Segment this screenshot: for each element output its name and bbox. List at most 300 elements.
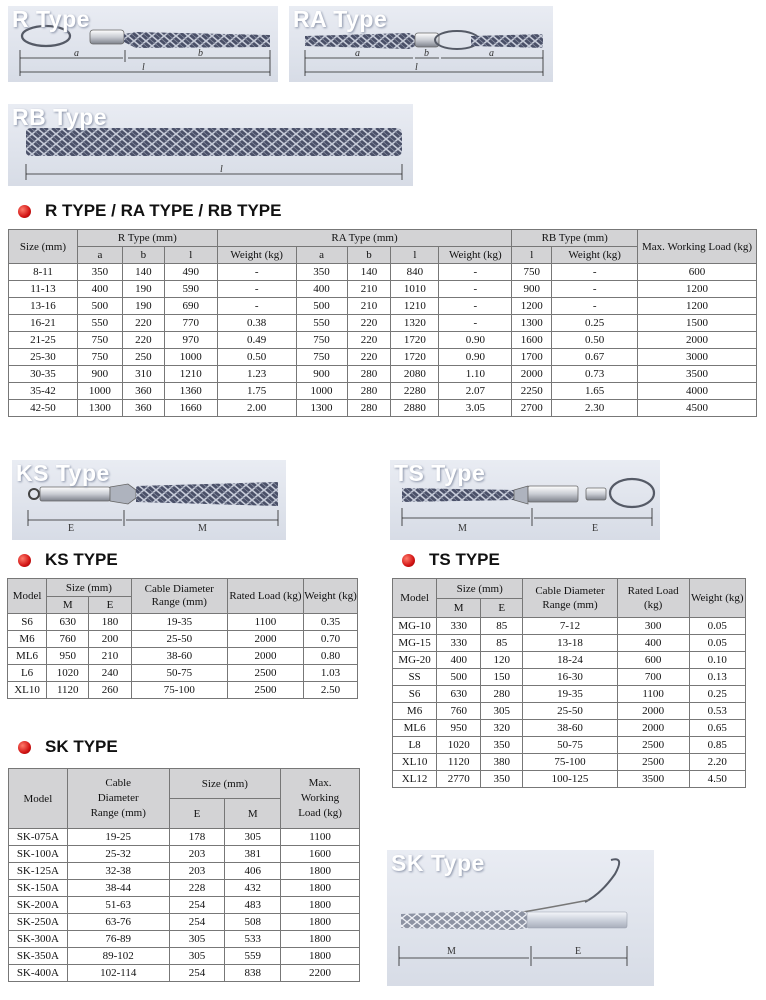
col-cable-diameter: Cable Diameter Range (mm) [523,579,617,618]
subheader-cell: Weight (kg) [439,247,512,264]
col-rated-load: Rated Load (kg) [617,579,689,618]
table-cell: MG-15 [393,635,437,652]
table-cell: 280 [347,383,391,400]
table-cell: SK-300A [9,931,68,948]
table-cell: M6 [8,631,47,648]
table-cell: 18-24 [523,652,617,669]
table-cell: 500 [296,298,347,315]
dim-label-a: a [74,48,79,59]
table-cell: SK-350A [9,948,68,965]
table-cell: 0.53 [689,703,745,720]
table-cell: 254 [169,914,225,931]
table-cell: 1800 [281,914,360,931]
table-cell: 305 [481,703,523,720]
table-cell: 1.23 [217,366,296,383]
table-cell: 2.30 [552,400,638,417]
table-cell: MG-10 [393,618,437,635]
red-bullet-icon [402,554,415,567]
table-cell: - [217,298,296,315]
table-cell: 1020 [47,665,89,682]
col-weight: Weight (kg) [689,579,745,618]
table-cell: 760 [437,703,481,720]
table-cell: SK-075A [9,829,68,846]
table-cell: 305 [169,931,225,948]
table-cell: 2080 [391,366,439,383]
table-cell: 1800 [281,863,360,880]
r-ra-rb-heading [18,201,281,221]
table-cell: 1800 [281,897,360,914]
table-cell: 16-21 [9,315,78,332]
table-cell: 0.05 [689,618,745,635]
table-cell: 11-13 [9,281,78,298]
table-row [9,863,360,880]
table-cell: XL12 [393,771,437,788]
table-cell: 2000 [227,631,303,648]
table-cell: 1360 [164,383,217,400]
dim-label-e: E [575,946,582,957]
table-cell: 1100 [617,686,689,703]
ts-heading [402,550,500,570]
table-cell: 400 [77,281,122,298]
table-cell: 4000 [638,383,757,400]
dim-label-l: l [220,164,223,175]
table-row [9,315,757,332]
col-size: Size (mm) [437,579,523,599]
sk-type-image-title: SK Type [391,850,485,876]
subheader-cell: E [169,799,225,829]
table-cell: 254 [169,897,225,914]
table-row [9,829,360,846]
table-cell: 590 [164,281,217,298]
table-row [393,771,746,788]
dim-label-m: M [198,523,207,534]
ra-type-image [289,6,553,82]
r-type-image-title: R Type [12,6,90,32]
table-cell: SK-100A [9,846,68,863]
table-cell: 2500 [617,754,689,771]
r-type-image [8,6,278,82]
red-bullet-icon [18,554,31,567]
table-cell: 13-18 [523,635,617,652]
subheader-cell: Weight (kg) [217,247,296,264]
table-row [9,897,360,914]
section-title: TS TYPE [429,550,500,569]
table-row [393,652,746,669]
table-cell: 305 [225,829,281,846]
table-cell: 550 [296,315,347,332]
red-bullet-icon [18,741,31,754]
table-cell: 0.13 [689,669,745,686]
section-title: SK TYPE [45,737,118,756]
col-cable-diameter: Cable Diameter Range (mm) [67,769,169,829]
table-cell: 25-30 [9,349,78,366]
table-cell: 350 [77,264,122,281]
table-cell: 190 [122,298,164,315]
table-cell: 2280 [391,383,439,400]
section-title: R TYPE / RA TYPE / RB TYPE [45,201,282,220]
table-row [8,614,358,631]
dim-label-e: E [592,523,599,534]
table-row [393,686,746,703]
table-cell: 220 [347,349,391,366]
table-cell: 550 [77,315,122,332]
col-ra-type: RA Type (mm) [217,230,512,247]
col-cable-diameter: Cable Diameter Range (mm) [131,579,227,614]
table-cell: 950 [47,648,89,665]
col-rated-load: Rated Load (kg) [227,579,303,614]
table-cell: XL10 [393,754,437,771]
table-cell: 2200 [281,965,360,982]
table-cell: 2500 [617,737,689,754]
table-cell: 85 [481,618,523,635]
table-cell: 0.90 [439,349,512,366]
table-cell: 3500 [638,366,757,383]
col-size: Size (mm) [9,230,78,264]
table-row [393,754,746,771]
col-size: Size (mm) [169,769,280,799]
table-row [9,383,757,400]
table-cell: 30-35 [9,366,78,383]
ts-type-image [390,460,660,540]
table-cell: 280 [347,400,391,417]
dim-label-m: M [447,946,456,957]
table-cell: 2.07 [439,383,512,400]
table-cell: 0.10 [689,652,745,669]
table-cell: 4500 [638,400,757,417]
table-cell: 1800 [281,931,360,948]
table-cell: 16-30 [523,669,617,686]
table-cell: ML6 [8,648,47,665]
table-row [9,332,757,349]
table-row [393,669,746,686]
table-cell: 200 [89,631,131,648]
table-cell: 2000 [617,703,689,720]
table-cell: 1800 [281,880,360,897]
table-cell: 0.38 [217,315,296,332]
table-cell: 0.49 [217,332,296,349]
table-row [9,366,757,383]
table-cell: 600 [617,652,689,669]
table-cell: 0.05 [689,635,745,652]
subheader-cell: a [77,247,122,264]
table-cell: 300 [617,618,689,635]
table-cell: 400 [296,281,347,298]
subheader-cell: l [512,247,552,264]
table-cell: 1200 [638,281,757,298]
table-cell: 750 [296,332,347,349]
table-cell: 2250 [512,383,552,400]
table-cell: 21-25 [9,332,78,349]
table-cell: 1720 [391,349,439,366]
table-cell: 970 [164,332,217,349]
table-cell: 950 [437,720,481,737]
table-cell: 50-75 [131,665,227,682]
table-cell: 400 [617,635,689,652]
table-cell: 1010 [391,281,439,298]
table-cell: SK-250A [9,914,68,931]
table-cell: 1.10 [439,366,512,383]
table-cell: 19-35 [131,614,227,631]
table-cell: 3.05 [439,400,512,417]
table-cell: 63-76 [67,914,169,931]
table-cell: 900 [77,366,122,383]
table-row [393,703,746,720]
col-model: Model [393,579,437,618]
table-cell: 770 [164,315,217,332]
table-cell: 305 [169,948,225,965]
table-cell: 8-11 [9,264,78,281]
table-cell: - [439,315,512,332]
dim-label-e: E [68,523,75,534]
table-cell: 76-89 [67,931,169,948]
ra-type-image-title: RA Type [293,6,388,32]
table-cell: 900 [512,281,552,298]
table-cell: - [439,298,512,315]
table-row [9,948,360,965]
table-cell: S6 [8,614,47,631]
table-cell: 1120 [47,682,89,699]
table-cell: 500 [437,669,481,686]
table-cell: 750 [77,332,122,349]
table-cell: - [552,281,638,298]
table-cell: 2.50 [304,682,358,699]
table-cell: 2.00 [217,400,296,417]
table-cell: 400 [437,652,481,669]
table-cell: 1.03 [304,665,358,682]
table-cell: 280 [481,686,523,703]
table-cell: 2000 [512,366,552,383]
table-cell: 1300 [296,400,347,417]
table-cell: 150 [481,669,523,686]
table-cell: 140 [122,264,164,281]
table-cell: 210 [89,648,131,665]
table-cell: 203 [169,846,225,863]
table-cell: 7-12 [523,618,617,635]
table-cell: 1600 [512,332,552,349]
table-cell: 120 [481,652,523,669]
table-cell: 330 [437,635,481,652]
table-cell: 1100 [227,614,303,631]
table-cell: 500 [77,298,122,315]
table-cell: 350 [296,264,347,281]
table-cell: 0.35 [304,614,358,631]
table-row [9,400,757,417]
table-cell: 220 [122,315,164,332]
table-cell: 432 [225,880,281,897]
table-cell: 0.65 [689,720,745,737]
subheader-cell: E [89,597,131,614]
subheader-cell: M [225,799,281,829]
table-cell: 2000 [617,720,689,737]
table-cell: 2000 [638,332,757,349]
table-row [9,298,757,315]
table-row [8,648,358,665]
subheader-cell: l [164,247,217,264]
col-size: Size (mm) [47,579,132,597]
subheader-cell: b [347,247,391,264]
table-cell: 254 [169,965,225,982]
table-cell: 381 [225,846,281,863]
table-row [9,349,757,366]
table-cell: 220 [347,315,391,332]
table-cell: 900 [296,366,347,383]
table-cell: SS [393,669,437,686]
col-model: Model [9,769,68,829]
col-weight: Weight (kg) [304,579,358,614]
table-cell: 19-35 [523,686,617,703]
table-cell: 838 [225,965,281,982]
table-cell: MG-20 [393,652,437,669]
table-row [8,631,358,648]
red-bullet-icon [18,205,31,218]
table-row [9,965,360,982]
table-cell: 2.20 [689,754,745,771]
table-cell: 0.25 [689,686,745,703]
table-cell: 2000 [227,648,303,665]
table-row [9,846,360,863]
table-cell: 760 [47,631,89,648]
table-cell: 75-100 [131,682,227,699]
table-cell: 350 [481,771,523,788]
table-cell: 600 [638,264,757,281]
table-cell: 490 [164,264,217,281]
table-cell: 102-114 [67,965,169,982]
subheader-cell: b [122,247,164,264]
table-cell: SK-125A [9,863,68,880]
table-cell: 483 [225,897,281,914]
dim-label-a: a [489,48,494,59]
subheader-cell: Weight (kg) [552,247,638,264]
ks-type-image [12,460,286,540]
table-cell: 42-50 [9,400,78,417]
subheader-cell: M [47,597,89,614]
table-cell: 1700 [512,349,552,366]
table-cell: 840 [391,264,439,281]
table-cell: 1000 [164,349,217,366]
table-cell: SK-200A [9,897,68,914]
table-cell: 1120 [437,754,481,771]
table-cell: 75-100 [523,754,617,771]
table-cell: 330 [437,618,481,635]
table-cell: 533 [225,931,281,948]
dim-label-l: l [142,62,145,73]
col-model: Model [8,579,47,614]
table-cell: 1000 [296,383,347,400]
ks-heading [18,550,118,570]
table-cell: 1020 [437,737,481,754]
table-cell: 25-32 [67,846,169,863]
sk-table [8,768,360,982]
dim-label-l: l [415,62,418,73]
table-cell: 1.75 [217,383,296,400]
table-row [393,720,746,737]
table-cell: 280 [347,366,391,383]
table-cell: 1210 [164,366,217,383]
table-row [393,618,746,635]
table-cell: 1200 [512,298,552,315]
table-cell: 1320 [391,315,439,332]
table-cell: 0.85 [689,737,745,754]
table-cell: 35-42 [9,383,78,400]
col-max-load: Max. Working Load (kg) [638,230,757,264]
table-cell: 1300 [512,315,552,332]
rb-type-image-title: RB Type [12,104,108,130]
table-row [9,931,360,948]
dim-label-a: a [355,48,360,59]
table-cell: 4.50 [689,771,745,788]
table-cell: 1800 [281,948,360,965]
table-cell: 750 [512,264,552,281]
table-cell: 1200 [638,298,757,315]
table-cell: 1660 [164,400,217,417]
ts-table [392,578,746,788]
dim-label-b: b [198,48,203,59]
table-cell: - [217,264,296,281]
table-cell: 0.50 [217,349,296,366]
table-cell: L6 [8,665,47,682]
table-cell: SK-400A [9,965,68,982]
table-cell: 2700 [512,400,552,417]
dim-label-b: b [424,48,429,59]
table-cell: 630 [47,614,89,631]
col-max-load: Max. Working Load (kg) [281,769,360,829]
table-cell: 2770 [437,771,481,788]
table-cell: 380 [481,754,523,771]
table-cell: 2880 [391,400,439,417]
table-cell: - [439,281,512,298]
table-cell: 220 [122,332,164,349]
table-cell: 690 [164,298,217,315]
table-row [9,880,360,897]
table-cell: - [217,281,296,298]
table-cell: 1210 [391,298,439,315]
sk-type-image [387,850,654,986]
table-cell: 2500 [227,682,303,699]
table-cell: 750 [296,349,347,366]
table-cell: 220 [347,332,391,349]
table-row [393,635,746,652]
table-cell: 508 [225,914,281,931]
table-cell: L8 [393,737,437,754]
table-cell: 1600 [281,846,360,863]
table-cell: 1.65 [552,383,638,400]
table-cell: 630 [437,686,481,703]
table-cell: 320 [481,720,523,737]
table-cell: 3000 [638,349,757,366]
table-cell: 228 [169,880,225,897]
ks-table [7,578,358,699]
table-cell: 85 [481,635,523,652]
table-cell: SK-150A [9,880,68,897]
section-title: KS TYPE [45,550,118,569]
table-cell: 0.67 [552,349,638,366]
table-cell: 0.25 [552,315,638,332]
table-cell: 38-44 [67,880,169,897]
table-cell: 13-16 [9,298,78,315]
table-row [8,682,358,699]
table-cell: ML6 [393,720,437,737]
table-row [9,264,757,281]
r-ra-rb-table [8,229,757,417]
subheader-cell: l [391,247,439,264]
table-cell: 559 [225,948,281,965]
table-cell: 190 [122,281,164,298]
ts-type-image-title: TS Type [394,460,486,486]
table-cell: 50-75 [523,737,617,754]
table-cell: XL10 [8,682,47,699]
subheader-cell: M [437,599,481,618]
table-cell: M6 [393,703,437,720]
